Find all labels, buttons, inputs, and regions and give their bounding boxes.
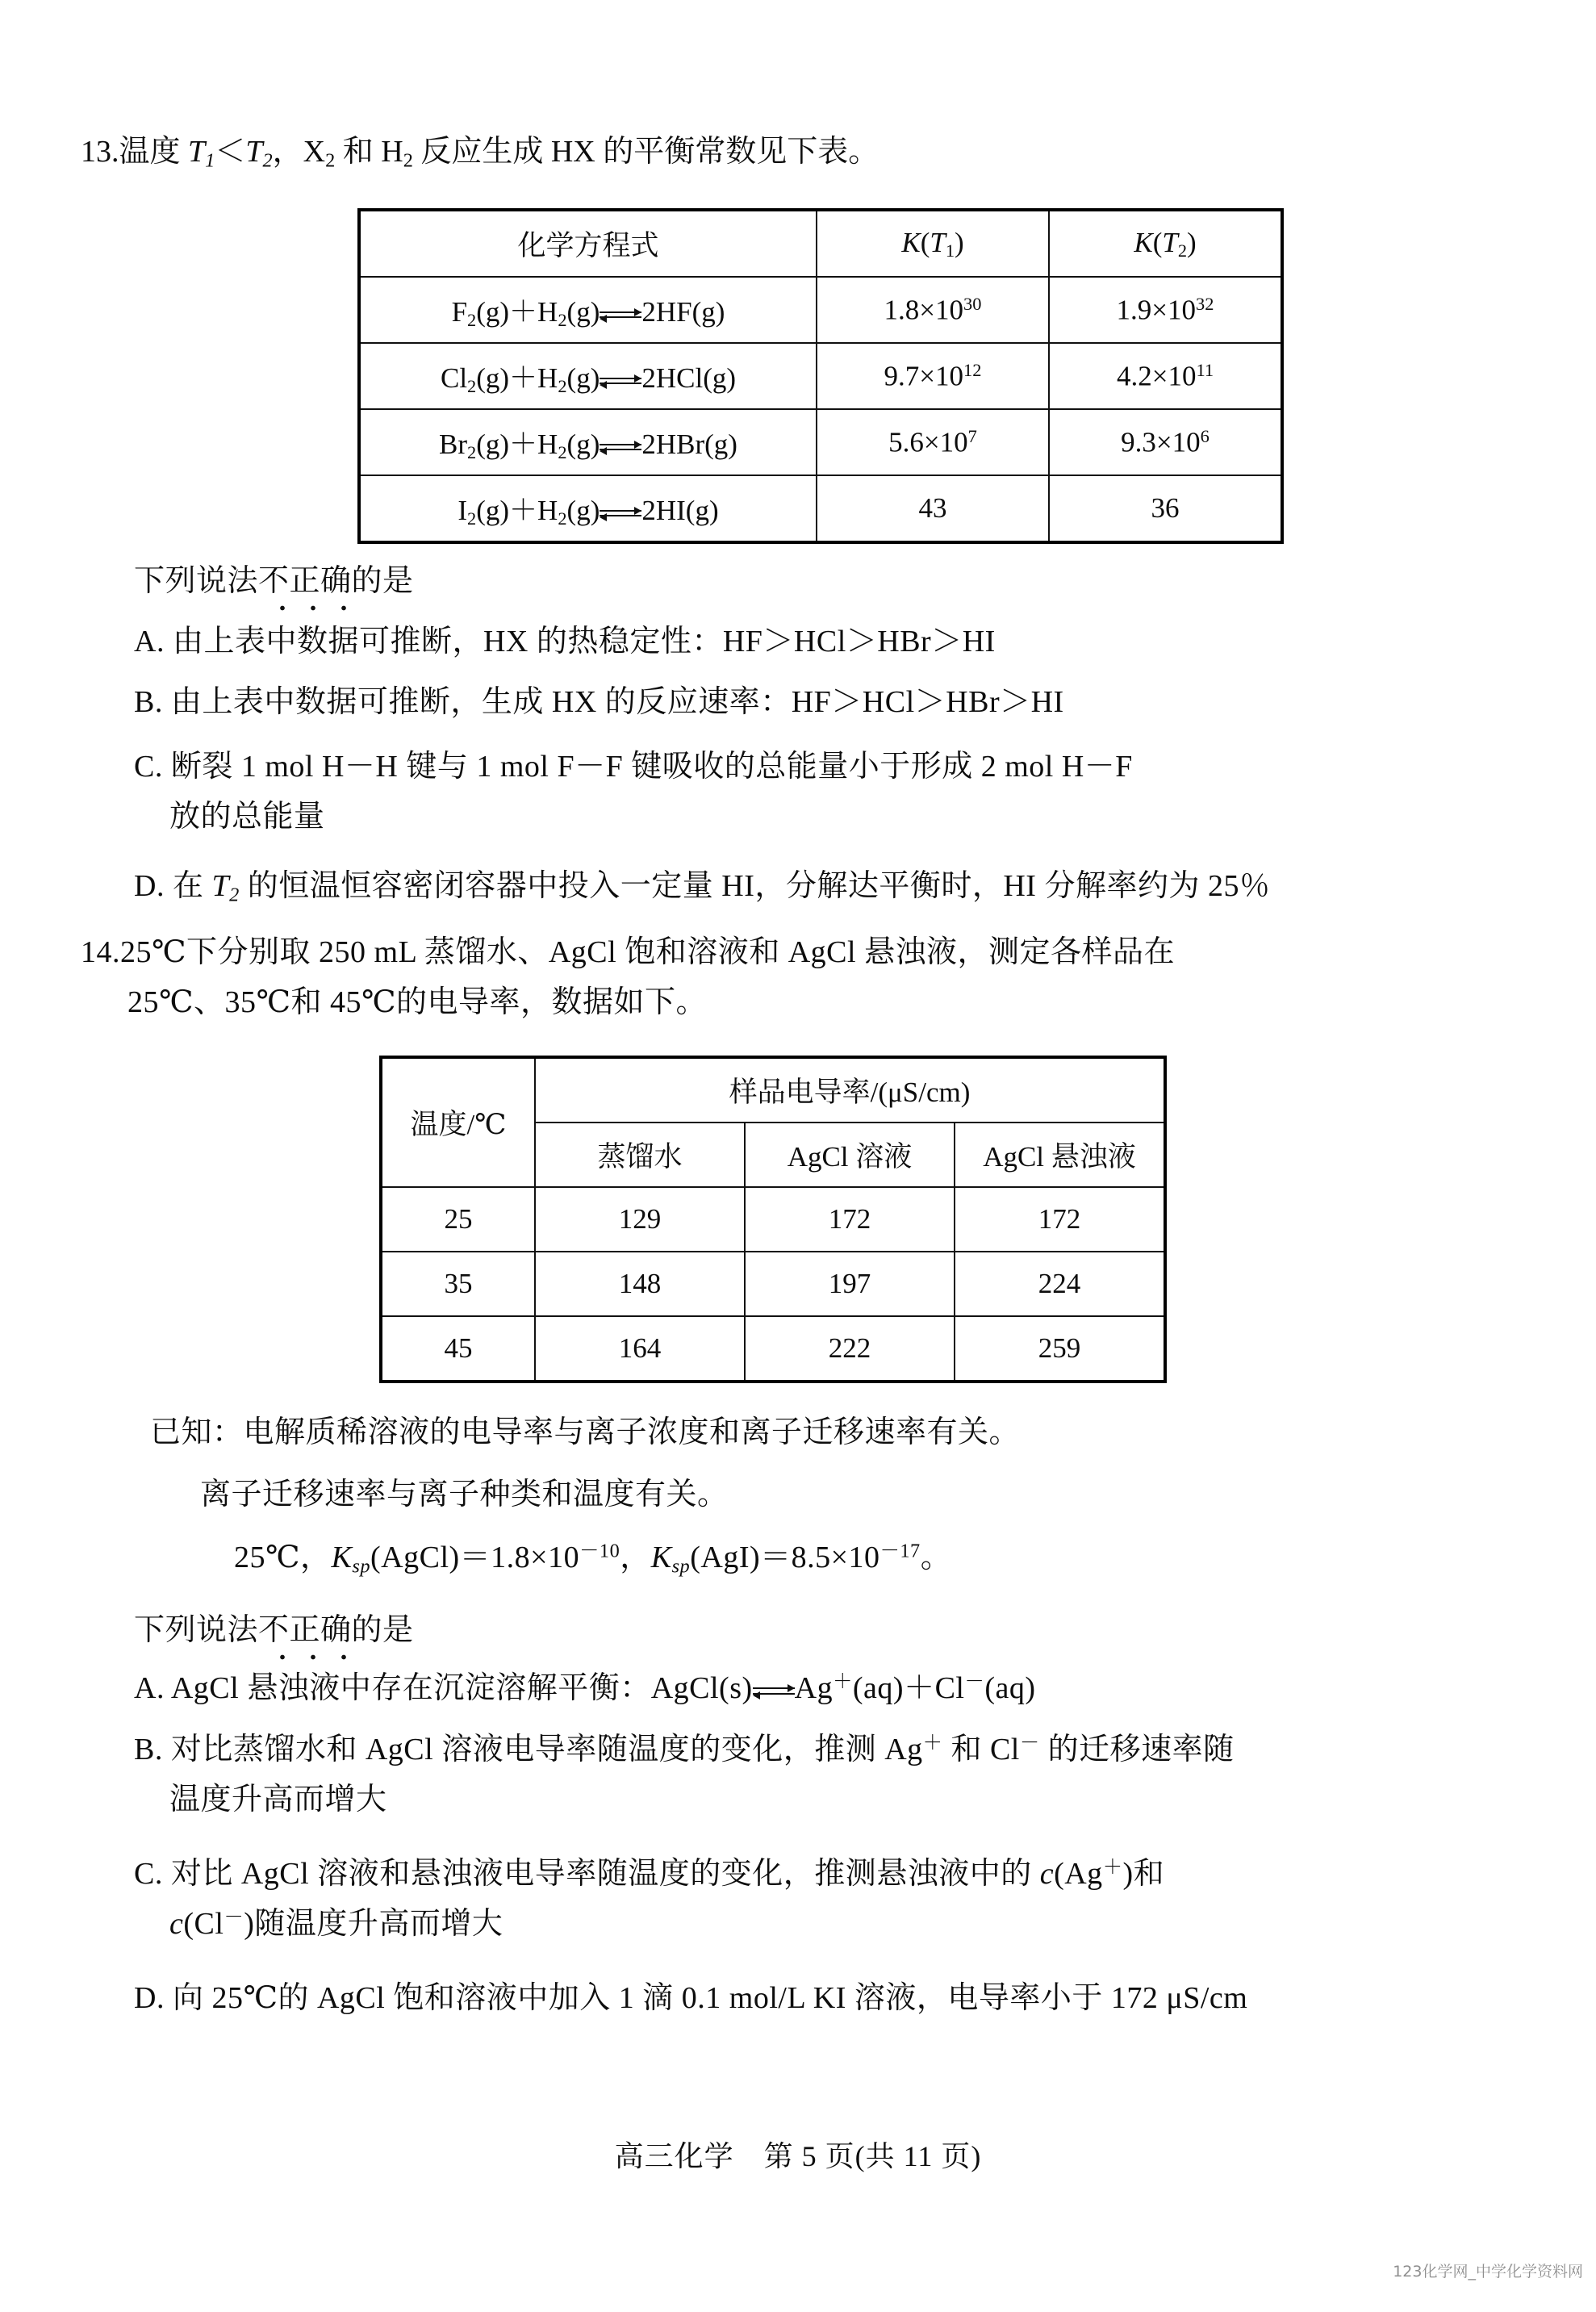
symbol-t2: $T_2$ — [211, 869, 240, 906]
cell-solution: 222 — [745, 1316, 955, 1382]
option-b-line-2: 温度升高而增大 — [169, 1782, 387, 1817]
question-14-known-line-3: 25℃，$K_{sp}(AgCl)=1.8\times 10^{-10}$，$K_{sp}(AgI)=8.5\times 10^{-17}$。 — [234, 1540, 952, 1578]
table-header-row — [359, 210, 1282, 277]
table-row — [381, 1316, 1165, 1382]
k-t2-cell: 36 — [1049, 475, 1282, 542]
question-14-option-b[interactable] — [134, 1725, 1235, 1825]
less-than-symbol: ＜ — [215, 135, 246, 169]
header-temperature: 温度/℃ — [381, 1057, 535, 1187]
question-13-prompt: 下列说法不正确的是 — [134, 564, 414, 598]
option-b-line-1: B. 对比蒸馏水和 AgCl 溶液电导率随温度的变化，推测 Ag＋ 和 Cl－ 的迁移速率随 — [134, 1732, 1235, 1766]
k-t2-cell: $4.2\times 10^{11}$ — [1049, 343, 1282, 409]
question-13-option-a[interactable]: A. 由上表中数据可推断，HX 的热稳定性：HF＞HCl＞HBr＞HI — [134, 625, 996, 658]
cell-suspension: 259 — [955, 1316, 1165, 1382]
symbol-t2: $T_2$ — [245, 135, 273, 172]
table-header-row — [381, 1057, 1165, 1123]
question-14-stem-line-2: 25℃、35℃和 45℃的电导率，数据如下。 — [127, 985, 708, 1019]
k-t1-cell: $9.7\times 10^{12}$ — [817, 343, 1049, 409]
emphasis-text: 不正确 — [258, 564, 352, 598]
header-agcl-suspension: AgCl 悬浊液 — [955, 1123, 1165, 1187]
k-t1-cell: $1.8\times 10^{30}$ — [817, 277, 1049, 343]
cell-temperature: 35 — [381, 1252, 535, 1316]
equation-cell: $F_2(g)+H_2(g)$ 2HF(g) — [359, 277, 817, 343]
symbol-ksp-agi: $K_{sp}$ — [650, 1541, 691, 1578]
cell-water: 129 — [535, 1187, 745, 1252]
table-row — [359, 475, 1282, 542]
question-13-stem-tail: 反应生成 HX 的平衡常数见下表。 — [412, 135, 879, 169]
table-row — [359, 343, 1282, 409]
page-footer: 高三化学 第 5 页(共 11 页) — [614, 2140, 982, 2172]
k-t2-cell: $1.9\times 10^{32}$ — [1049, 277, 1282, 343]
emphasis-text: 不正确 — [258, 1613, 352, 1647]
cell-water: 164 — [535, 1316, 745, 1382]
cell-solution: 197 — [745, 1252, 955, 1316]
cell-suspension: 172 — [955, 1187, 1165, 1252]
option-c-line-1: C. 断裂 1 mol H－H 键与 1 mol F－F 键吸收的总能量小于形成 2 mol H－F — [134, 750, 1133, 784]
question-14-option-c[interactable] — [134, 1850, 1164, 1949]
k-t2-cell: $9.3\times 10^6$ — [1049, 409, 1282, 475]
cell-temperature: 45 — [381, 1316, 535, 1382]
equilibrium-arrow-icon — [753, 1675, 795, 1706]
question-13-option-d[interactable]: D. 在 $T_2$ 的恒温恒容密闭容器中投入一定量 HI，分解达平衡时，HI 分解率约为 25％ — [134, 869, 1271, 906]
equation-cell: $I_2(g)+H_2(g)$ 2HI(g) — [359, 475, 817, 542]
header-k-t1: $K(T_1)$ — [817, 210, 1049, 277]
header-k-t2: $K(T_2)$ — [1049, 210, 1282, 277]
cell-temperature: 25 — [381, 1187, 535, 1252]
table-row — [359, 409, 1282, 475]
question-14-stem-line-1: 14.25℃下分别取 250 mL 蒸馏水、AgCl 饱和溶液和 AgCl 悬浊液，测定各样品在 — [81, 935, 1176, 969]
table-row — [381, 1187, 1165, 1252]
table-row — [381, 1252, 1165, 1316]
question-13-option-c[interactable] — [134, 742, 1133, 842]
watermark: 123化学网_中学化学资料网 — [1393, 2263, 1583, 2281]
equation-cell: $Cl_2(g)+H_2(g)$ 2HCl(g) — [359, 343, 817, 409]
question-14-known-line-1: 已知：电解质稀溶液的电导率与离子浓度和离子迁移速率有关。 — [150, 1415, 1021, 1449]
symbol-t1: $T_1$ — [188, 135, 215, 172]
header-equation: 化学方程式 — [359, 210, 817, 277]
equilibrium-constant-table — [357, 208, 1284, 544]
option-c-line-2: c(Cl－)随温度升高而增大 — [169, 1905, 503, 1941]
question-14-option-d[interactable]: D. 向 25℃的 AgCl 饱和溶液中加入 1 滴 0.1 mol/L KI 溶液，电导率小于 172 μS/cm — [134, 1981, 1248, 2015]
question-14-stem — [81, 928, 1533, 1027]
question-14-known-line-2: 离子迁移速率与离子种类和温度有关。 — [200, 1478, 729, 1511]
question-13-stem: 13.温度 $T_1<T_2$，$X_2$ 和 $H_2$ 反应生成 HX 的平衡常数见下表。 — [81, 135, 879, 172]
cell-water: 148 — [535, 1252, 745, 1316]
question-14-prompt: 下列说法不正确的是 — [134, 1613, 414, 1647]
conductivity-table — [379, 1056, 1167, 1383]
equation-cell: $Br_2(g)+H_2(g)$ 2HBr(g) — [359, 409, 817, 475]
question-14-option-a[interactable]: A. AgCl 悬浊液中存在沉淀溶解平衡：AgCl(s) Ag＋(aq)＋Cl－(aq) — [134, 1670, 1036, 1705]
cell-solution: 172 — [745, 1187, 955, 1252]
header-agcl-solution: AgCl 溶液 — [745, 1123, 955, 1187]
question-13-stem-prefix: 温度 — [119, 135, 189, 169]
question-14-number: 14. — [81, 935, 120, 969]
option-c-line-2: 放的总能量 — [169, 799, 325, 834]
k-t1-cell: 43 — [817, 475, 1049, 542]
cell-suspension: 224 — [955, 1252, 1165, 1316]
symbol-ksp-agcl: $K_{sp}$ — [331, 1541, 370, 1578]
equilibrium-arrow-icon — [600, 499, 641, 527]
table-row — [359, 277, 1282, 343]
equilibrium-arrow-icon — [600, 433, 641, 461]
question-13-number: 13. — [81, 135, 119, 169]
equilibrium-arrow-icon — [600, 300, 641, 328]
equilibrium-arrow-icon — [600, 366, 641, 395]
header-conductivity-group: 样品电导率/(μS/cm) — [535, 1057, 1165, 1123]
question-13-option-b[interactable]: B. 由上表中数据可推断，生成 HX 的反应速率：HF＞HCl＞HBr＞HI — [134, 685, 1064, 719]
header-distilled-water: 蒸馏水 — [535, 1123, 745, 1187]
k-t1-cell: $5.6\times 10^7$ — [817, 409, 1049, 475]
option-c-line-1: C. 对比 AgCl 溶液和悬浊液电导率随温度的变化，推测悬浊液中的 c(Ag＋)和 — [134, 1856, 1165, 1891]
